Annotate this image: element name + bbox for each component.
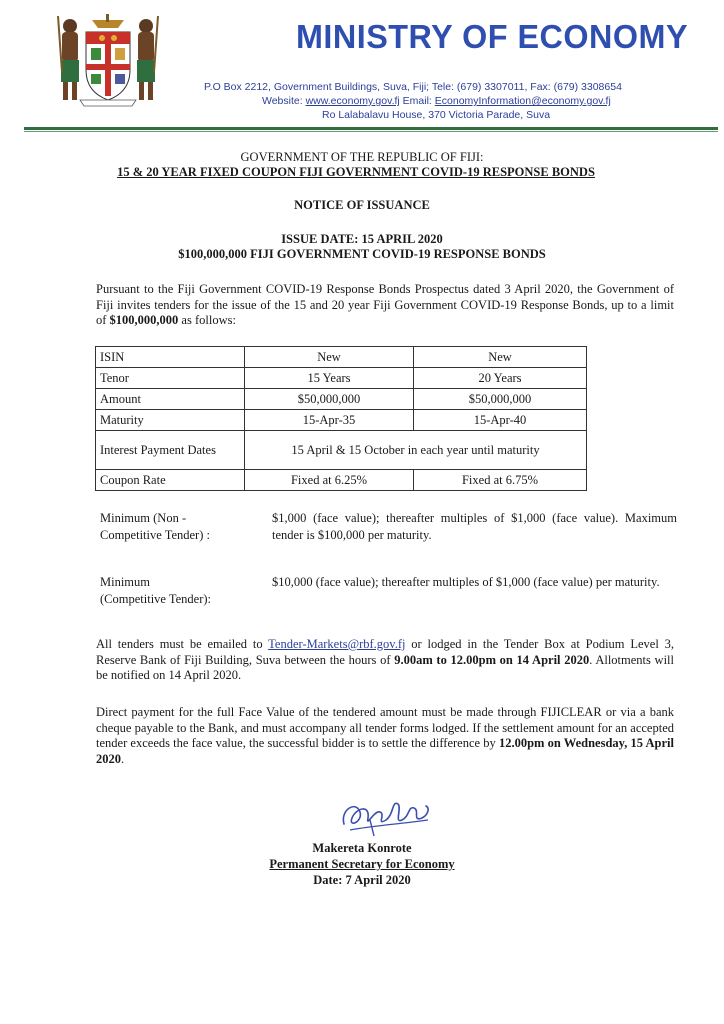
email-label: Email:: [402, 95, 432, 107]
signatory-title: Permanent Secretary for Economy: [269, 857, 455, 871]
issue-date: ISSUE DATE: 15 APRIL 2020: [281, 232, 443, 246]
row-label: Interest Payment Dates: [96, 431, 245, 470]
non-competitive-value: $1,000 (face value); thereafter multiples of $1,000 (face value). Maximum tender is $100,000 per maturity.: [272, 511, 677, 542]
tender-paragraph: All tenders must be emailed to Tender-Markets@rbf.gov.fj or lodged in the Tender Box at Podium Level 3, Reserve Bank of Fiji Building, Suva between the hours of 9.00am to 12.00pm on 14 April 2020. Allotments will be notified on 14 April 2020.: [96, 637, 674, 682]
website-label: Website:: [262, 95, 303, 107]
table-row: [96, 431, 587, 470]
tender-hours: 9.00am to 12.00pm on 14 April 2020: [394, 652, 590, 667]
non-competitive-label: Minimum (Non - Competitive Tender) :: [100, 511, 210, 542]
signature-image: [330, 790, 440, 840]
bond-title: 15 & 20 YEAR FIXED COUPON FIJI GOVERNMENT COVID-19 RESPONSE BONDS: [117, 165, 595, 179]
fiji-coat-of-arms-logo: [52, 12, 164, 108]
bond-15yr-cell: $50,000,000: [245, 389, 414, 410]
table-row: [96, 470, 587, 491]
table-row: [96, 347, 587, 368]
bond-20yr-cell: 15-Apr-40: [414, 410, 587, 431]
bond-15yr-cell: 15-Apr-35: [245, 410, 414, 431]
header-divider: [24, 127, 718, 130]
tender-email-link[interactable]: Tender-Markets@rbf.gov.fj: [268, 637, 406, 651]
government-heading: GOVERNMENT OF THE REPUBLIC OF FIJI:: [240, 150, 484, 164]
payment-paragraph: Direct payment for the full Face Value of the tendered amount must be made through FIJICLEAR or via a bank cheque payable to the Bank, and must accompany all tender forms lodged. If the settlement amount for an accepted tender exceeds the face value, the successful bidder is to settle the difference by 12.00pm on Wednesday, 15 April 2020.: [96, 705, 675, 766]
office-address: Ro Lalabalavu House, 370 Victoria Parade, Suva: [322, 109, 551, 121]
signatory-name: Makereta Konrote: [312, 841, 412, 855]
competitive-label: Minimum (Competitive Tender):: [100, 575, 212, 606]
competitive-value: $10,000 (face value); thereafter multiples of $1,000 (face value) per maturity.: [272, 575, 660, 589]
bond-20yr-cell: New: [414, 347, 587, 368]
signatory-date: Date: 7 April 2020: [313, 873, 411, 887]
row-label: Coupon Rate: [96, 470, 245, 491]
contact-line: [262, 95, 611, 107]
row-label: Maturity: [96, 410, 245, 431]
coupon-20yr-cell: Fixed at 6.75%: [414, 470, 587, 491]
table-row: [96, 389, 587, 410]
notice-heading: NOTICE OF ISSUANCE: [294, 198, 430, 212]
issue-amount: $100,000,000 FIJI GOVERNMENT COVID-19 RESPONSE BONDS: [178, 247, 546, 261]
header-divider-thin: [24, 131, 718, 132]
row-label: ISIN: [96, 347, 245, 368]
table-row: [96, 410, 587, 431]
payment-deadline: 12.00pm on Wednesday, 15 April 2020: [96, 736, 675, 766]
coupon-15yr-cell: Fixed at 6.25%: [245, 470, 414, 491]
bond-15yr-cell: 15 Years: [245, 368, 414, 389]
intro-paragraph: Pursuant to the Fiji Government COVID-19 Response Bonds Prospectus dated 3 April 2020, the Government of Fiji invites tenders for the issue of the 15 and 20 year Fiji Government COVID-19 Response Bonds, up to a limit of $100,000,000 as follows:: [96, 282, 674, 327]
website-link[interactable]: www.economy.gov.fj: [305, 95, 400, 107]
bond-20yr-cell: 20 Years: [414, 368, 587, 389]
table-row: [96, 368, 587, 389]
address-line: P.O Box 2212, Government Buildings, Suva, Fiji; Tele: (679) 3307011, Fax: (679) 3308654: [204, 81, 622, 93]
interest-dates-cell: 15 April & 15 October in each year until maturity: [245, 431, 587, 470]
bond-15yr-cell: New: [245, 347, 414, 368]
bond-limit: $100,000,000: [109, 313, 179, 327]
ministry-title: MINISTRY OF ECONOMY: [296, 18, 689, 55]
email-link[interactable]: EconomyInformation@economy.gov.fj: [434, 95, 611, 107]
bond-20yr-cell: $50,000,000: [414, 389, 587, 410]
row-label: Amount: [96, 389, 245, 410]
row-label: Tenor: [96, 368, 245, 389]
bond-terms-table: [95, 346, 587, 491]
